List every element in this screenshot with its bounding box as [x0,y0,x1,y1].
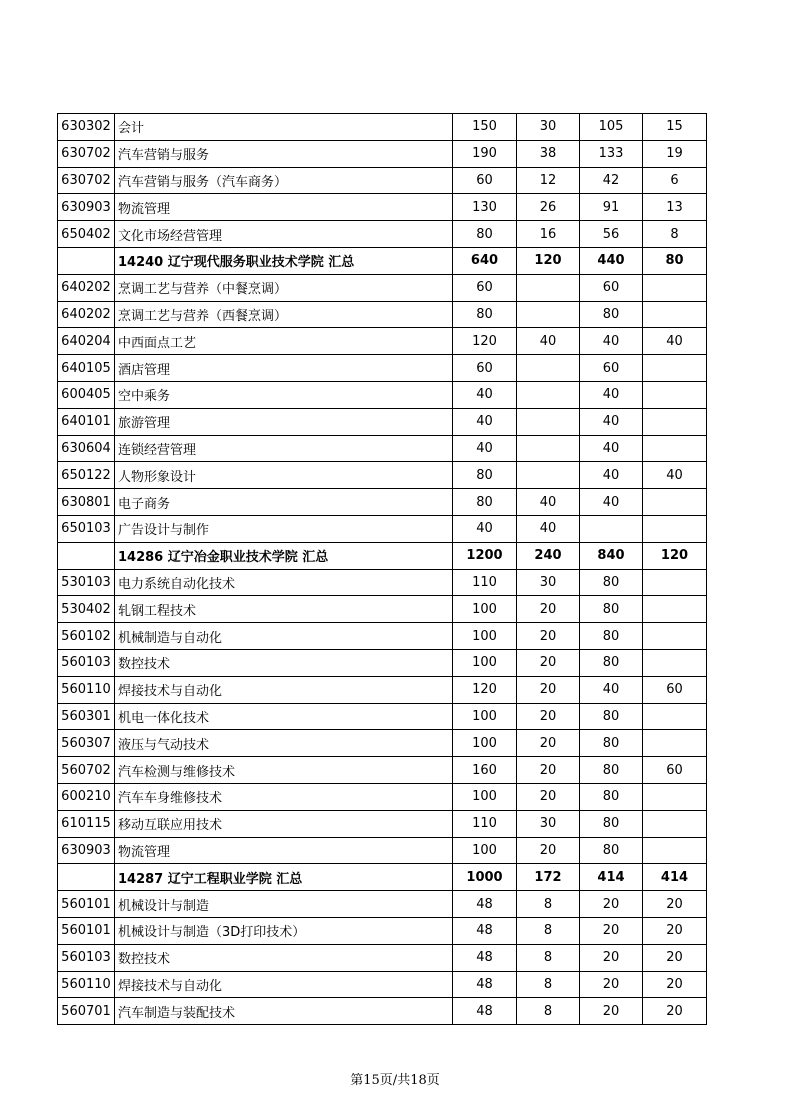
column-4-cell [643,703,707,730]
column-4-cell: 20 [643,971,707,998]
column-2-cell: 26 [517,194,580,221]
column-4-cell [643,649,707,676]
column-3-cell: 60 [580,274,643,301]
major-name-cell: 轧钢工程技术 [115,596,453,623]
total-cell: 100 [453,649,517,676]
column-2-cell: 8 [517,998,580,1025]
table-row [58,408,707,435]
major-code-cell: 560101 [58,917,115,944]
total-cell: 80 [453,462,517,489]
column-2-cell: 120 [517,247,580,274]
major-name-cell: 会计 [115,114,453,141]
column-2-cell: 8 [517,944,580,971]
column-2-cell: 20 [517,783,580,810]
table-row [58,837,707,864]
column-2-cell: 30 [517,810,580,837]
major-name-cell: 液压与气动技术 [115,730,453,757]
column-3-cell: 840 [580,542,643,569]
column-4-cell: 13 [643,194,707,221]
major-name-cell: 物流管理 [115,194,453,221]
column-4-cell: 120 [643,542,707,569]
column-3-cell: 80 [580,596,643,623]
major-name-cell: 广告设计与制作 [115,515,453,542]
table-row [58,221,707,248]
total-cell: 190 [453,140,517,167]
column-4-cell [643,837,707,864]
total-cell: 60 [453,355,517,382]
total-cell: 110 [453,810,517,837]
column-4-cell [643,623,707,650]
table-row [58,944,707,971]
major-code-cell: 630702 [58,167,115,194]
table-body [58,114,707,1025]
column-4-cell: 414 [643,864,707,891]
major-name-cell: 汽车检测与维修技术 [115,757,453,784]
total-cell: 40 [453,515,517,542]
column-3-cell: 80 [580,301,643,328]
table-row [58,274,707,301]
total-cell: 48 [453,998,517,1025]
table-row [58,623,707,650]
major-name-cell: 烹调工艺与营养（西餐烹调） [115,301,453,328]
total-cell: 120 [453,676,517,703]
column-3-cell: 40 [580,408,643,435]
major-name-cell: 焊接技术与自动化 [115,971,453,998]
major-code-cell: 560702 [58,757,115,784]
column-2-cell [517,462,580,489]
major-name-cell: 连锁经营管理 [115,435,453,462]
table-row [58,435,707,462]
column-2-cell: 20 [517,676,580,703]
table-row [58,569,707,596]
table-row [58,676,707,703]
column-3-cell: 80 [580,649,643,676]
column-3-cell: 80 [580,730,643,757]
total-cell: 60 [453,274,517,301]
column-2-cell [517,355,580,382]
table-row [58,703,707,730]
total-cell: 640 [453,247,517,274]
major-code-cell: 560103 [58,944,115,971]
major-code-cell: 560110 [58,971,115,998]
major-name-cell: 机械设计与制造（3D打印技术） [115,917,453,944]
column-3-cell: 20 [580,917,643,944]
column-2-cell: 16 [517,221,580,248]
table-row [58,114,707,141]
column-3-cell: 105 [580,114,643,141]
major-name-cell: 汽车营销与服务 [115,140,453,167]
major-name-cell: 机械设计与制造 [115,891,453,918]
major-code-cell: 640101 [58,408,115,435]
total-cell: 48 [453,971,517,998]
column-3-cell: 80 [580,810,643,837]
column-2-cell: 20 [517,837,580,864]
column-2-cell: 8 [517,891,580,918]
column-4-cell [643,489,707,516]
column-4-cell: 20 [643,998,707,1025]
major-name-cell: 数控技术 [115,944,453,971]
total-cell: 48 [453,944,517,971]
column-3-cell: 60 [580,355,643,382]
table-row [58,301,707,328]
major-code-cell: 650103 [58,515,115,542]
major-code-cell: 630604 [58,435,115,462]
total-cell: 160 [453,757,517,784]
column-2-cell [517,408,580,435]
table-row [58,328,707,355]
column-2-cell [517,435,580,462]
major-name-cell: 烹调工艺与营养（中餐烹调） [115,274,453,301]
table-row [58,194,707,221]
total-cell: 150 [453,114,517,141]
column-3-cell: 440 [580,247,643,274]
column-2-cell [517,274,580,301]
column-3-cell: 40 [580,489,643,516]
column-4-cell: 60 [643,757,707,784]
total-cell: 100 [453,783,517,810]
total-cell: 1000 [453,864,517,891]
total-cell: 48 [453,891,517,918]
major-name-cell: 14286 辽宁冶金职业技术学院 汇总 [115,542,453,569]
summary-row [58,247,707,274]
column-3-cell: 56 [580,221,643,248]
column-3-cell: 80 [580,569,643,596]
summary-row [58,864,707,891]
column-2-cell: 8 [517,971,580,998]
major-name-cell: 汽车营销与服务（汽车商务） [115,167,453,194]
column-4-cell: 20 [643,917,707,944]
page-footer: 第15页/共18页 [350,1073,440,1088]
major-name-cell: 汽车车身维修技术 [115,783,453,810]
major-code-cell: 650122 [58,462,115,489]
column-4-cell: 40 [643,462,707,489]
table-row [58,891,707,918]
major-name-cell: 焊接技术与自动化 [115,676,453,703]
major-name-cell: 14287 辽宁工程职业学院 汇总 [115,864,453,891]
major-code-cell: 560101 [58,891,115,918]
column-3-cell: 40 [580,435,643,462]
table-row [58,167,707,194]
total-cell: 40 [453,435,517,462]
column-4-cell [643,301,707,328]
column-2-cell [517,301,580,328]
column-2-cell: 40 [517,328,580,355]
table-row [58,757,707,784]
column-4-cell: 20 [643,944,707,971]
major-code-cell: 600405 [58,381,115,408]
column-2-cell: 20 [517,649,580,676]
total-cell: 100 [453,596,517,623]
table-row [58,917,707,944]
column-3-cell: 40 [580,328,643,355]
major-name-cell: 人物形象设计 [115,462,453,489]
column-4-cell [643,515,707,542]
column-3-cell: 20 [580,944,643,971]
column-4-cell [643,810,707,837]
major-name-cell: 14240 辽宁现代服务职业技术学院 汇总 [115,247,453,274]
column-2-cell: 20 [517,596,580,623]
column-4-cell: 60 [643,676,707,703]
total-cell: 80 [453,489,517,516]
column-3-cell: 414 [580,864,643,891]
column-2-cell: 38 [517,140,580,167]
column-3-cell: 80 [580,703,643,730]
major-code-cell: 640204 [58,328,115,355]
table-row [58,381,707,408]
column-4-cell: 15 [643,114,707,141]
major-code-cell [58,247,115,274]
total-cell: 100 [453,730,517,757]
major-code-cell: 630903 [58,837,115,864]
total-cell: 40 [453,408,517,435]
table-row [58,596,707,623]
column-4-cell [643,355,707,382]
column-3-cell: 80 [580,757,643,784]
major-name-cell: 中西面点工艺 [115,328,453,355]
major-code-cell: 560307 [58,730,115,757]
column-4-cell [643,435,707,462]
major-name-cell: 机电一体化技术 [115,703,453,730]
table-row [58,998,707,1025]
total-cell: 100 [453,837,517,864]
major-name-cell: 旅游管理 [115,408,453,435]
column-4-cell [643,274,707,301]
column-3-cell: 42 [580,167,643,194]
major-code-cell [58,864,115,891]
table-row [58,649,707,676]
column-4-cell [643,783,707,810]
major-code-cell: 560301 [58,703,115,730]
major-code-cell: 560110 [58,676,115,703]
total-cell: 100 [453,703,517,730]
major-code-cell: 530402 [58,596,115,623]
total-cell: 48 [453,917,517,944]
column-3-cell: 40 [580,676,643,703]
column-2-cell: 40 [517,515,580,542]
major-code-cell: 650402 [58,221,115,248]
major-name-cell: 电力系统自动化技术 [115,569,453,596]
column-3-cell: 133 [580,140,643,167]
major-code-cell: 640202 [58,274,115,301]
major-code-cell: 630702 [58,140,115,167]
column-4-cell [643,730,707,757]
column-3-cell: 80 [580,837,643,864]
column-2-cell: 240 [517,542,580,569]
major-name-cell: 空中乘务 [115,381,453,408]
column-4-cell: 20 [643,891,707,918]
table-row [58,140,707,167]
table-row [58,489,707,516]
major-name-cell: 酒店管理 [115,355,453,382]
column-3-cell: 80 [580,623,643,650]
major-name-cell: 文化市场经营管理 [115,221,453,248]
column-4-cell [643,596,707,623]
major-name-cell: 机械制造与自动化 [115,623,453,650]
table-row [58,730,707,757]
column-2-cell: 8 [517,917,580,944]
column-2-cell: 172 [517,864,580,891]
column-3-cell: 20 [580,971,643,998]
major-code-cell [58,542,115,569]
major-code-cell: 530103 [58,569,115,596]
total-cell: 1200 [453,542,517,569]
major-name-cell: 电子商务 [115,489,453,516]
major-code-cell: 630302 [58,114,115,141]
major-code-cell: 600210 [58,783,115,810]
major-code-cell: 560701 [58,998,115,1025]
major-code-cell: 630903 [58,194,115,221]
total-cell: 60 [453,167,517,194]
table-row [58,783,707,810]
column-4-cell: 80 [643,247,707,274]
major-code-cell: 640105 [58,355,115,382]
total-cell: 120 [453,328,517,355]
column-4-cell: 6 [643,167,707,194]
column-3-cell: 20 [580,891,643,918]
column-3-cell [580,515,643,542]
column-3-cell: 20 [580,998,643,1025]
column-3-cell: 80 [580,783,643,810]
column-4-cell [643,408,707,435]
table-row [58,810,707,837]
major-name-cell: 数控技术 [115,649,453,676]
column-2-cell: 40 [517,489,580,516]
total-cell: 100 [453,623,517,650]
major-code-cell: 640202 [58,301,115,328]
enrollment-table [57,113,707,1025]
column-2-cell: 20 [517,730,580,757]
total-cell: 80 [453,221,517,248]
column-2-cell: 30 [517,569,580,596]
table-row [58,515,707,542]
total-cell: 40 [453,381,517,408]
column-3-cell: 91 [580,194,643,221]
column-3-cell: 40 [580,462,643,489]
column-3-cell: 40 [580,381,643,408]
major-name-cell: 物流管理 [115,837,453,864]
table-row [58,462,707,489]
column-2-cell [517,381,580,408]
major-code-cell: 560103 [58,649,115,676]
major-name-cell: 移动互联应用技术 [115,810,453,837]
table-row [58,971,707,998]
summary-row [58,542,707,569]
major-code-cell: 630801 [58,489,115,516]
major-name-cell: 汽车制造与装配技术 [115,998,453,1025]
column-2-cell: 30 [517,114,580,141]
column-4-cell [643,569,707,596]
column-2-cell: 12 [517,167,580,194]
total-cell: 130 [453,194,517,221]
column-4-cell: 8 [643,221,707,248]
total-cell: 80 [453,301,517,328]
table-row [58,355,707,382]
major-code-cell: 610115 [58,810,115,837]
column-4-cell: 40 [643,328,707,355]
column-4-cell: 19 [643,140,707,167]
column-4-cell [643,381,707,408]
column-2-cell: 20 [517,623,580,650]
column-2-cell: 20 [517,757,580,784]
total-cell: 110 [453,569,517,596]
column-2-cell: 20 [517,703,580,730]
major-code-cell: 560102 [58,623,115,650]
